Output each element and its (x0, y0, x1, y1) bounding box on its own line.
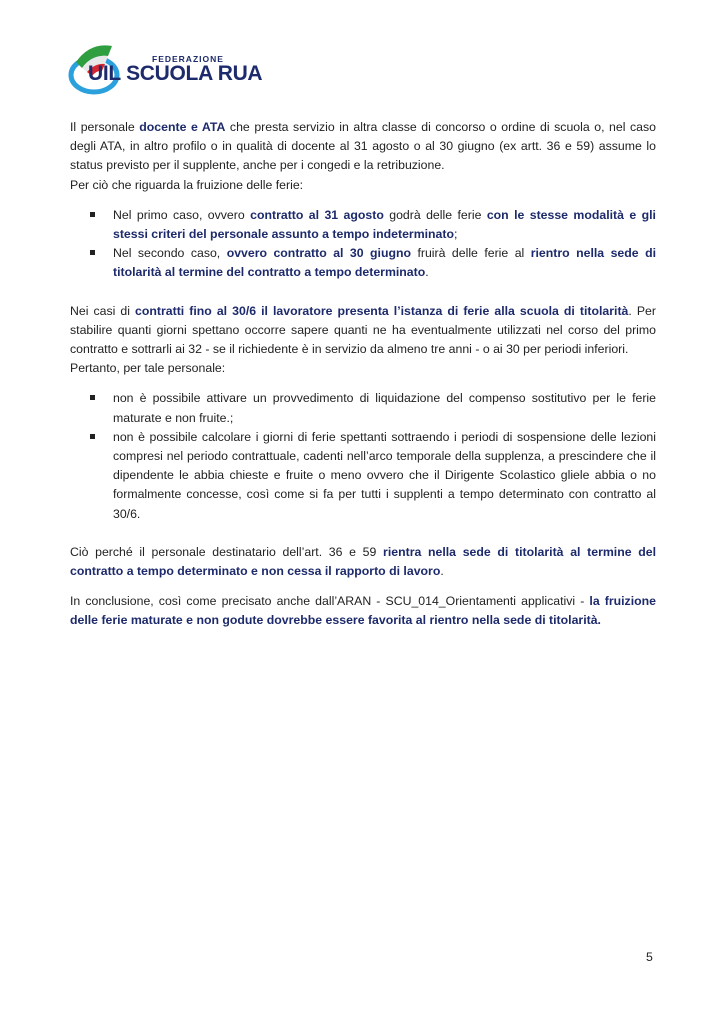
logo-federazione-text: FEDERAZIONE (152, 54, 224, 64)
paragraph-5: Ciò perché il personale destinatario dell’art. 36 e 59 rientra nella sede di titolarità al termine del contratto a tempo determinato e non cessa il rapporto di lavoro. (70, 544, 656, 579)
list-item: Nel secondo caso, ovvero contratto al 30 giugno fruirà delle ferie al rientro nella sede di titolarità al termine del contratto a tempo determinato. (70, 244, 656, 282)
bullet-list-2 (70, 389, 656, 523)
bullet-list-1 (70, 206, 656, 283)
document-body (70, 118, 656, 631)
logo (68, 42, 263, 98)
logo-brand-text: UIL SCUOLA RUA (88, 62, 263, 85)
list-item: Nel primo caso, ovvero contratto al 31 agosto godrà delle ferie con le stesse modalità e gli stessi criteri del personale assunto a tempo indeterminato; (70, 206, 656, 244)
paragraph-3: Nei casi di contratti fino al 30/6 il lavoratore presenta l’istanza di ferie alla scuola di titolarità. Per stabilire quanti giorni spettano occorre sapere quanti ne ha eventualmente utilizzati nel corso del primo contratto e sottrarli ai 32 - se il richiedente è in servizio da almeno tre anni - o ai 30 per periodi inferiori. (70, 303, 656, 357)
paragraph-4: Pertanto, per tale personale: (70, 361, 226, 376)
list-item: non è possibile attivare un provvedimento di liquidazione del compenso sostitutivo per le ferie maturate e non fruite.; (70, 389, 656, 427)
list-item: non è possibile calcolare i giorni di ferie spettanti sottraendo i periodi di sospensione delle lezioni compresi nel periodo contrattuale, cadenti nell’arco temporale della supplenza, a prescindere che il dipendente le abbia chieste e fruite o meno ovvero che il Dirigente Scolastico gliele abbia o no formalmente concesse, così come si fa per tutti i supplenti a tempo determinato con contratto al 30/6. (70, 428, 656, 524)
paragraph-6: In conclusione, così come precisato anche dall’ARAN - SCU_014_Orientamenti applicativi - la fruizione delle ferie maturate e non godute dovrebbe essere favorita al rientro nella sede di titolarità. (70, 594, 656, 628)
page-number: 5 (646, 950, 653, 964)
paragraph-2: Per ciò che riguarda la fruizione delle ferie: (70, 177, 304, 192)
paragraph-1: Il personale docente e ATA che presta servizio in altra classe di concorso o ordine di scuola o, nel caso degli ATA, in altro profilo o in qualità di docente al 31 agosto o al 30 giugno (ex artt. 36 e 59) assume lo status previsto per il supplente, anche per i congedi e la retribuzione. (70, 120, 656, 173)
